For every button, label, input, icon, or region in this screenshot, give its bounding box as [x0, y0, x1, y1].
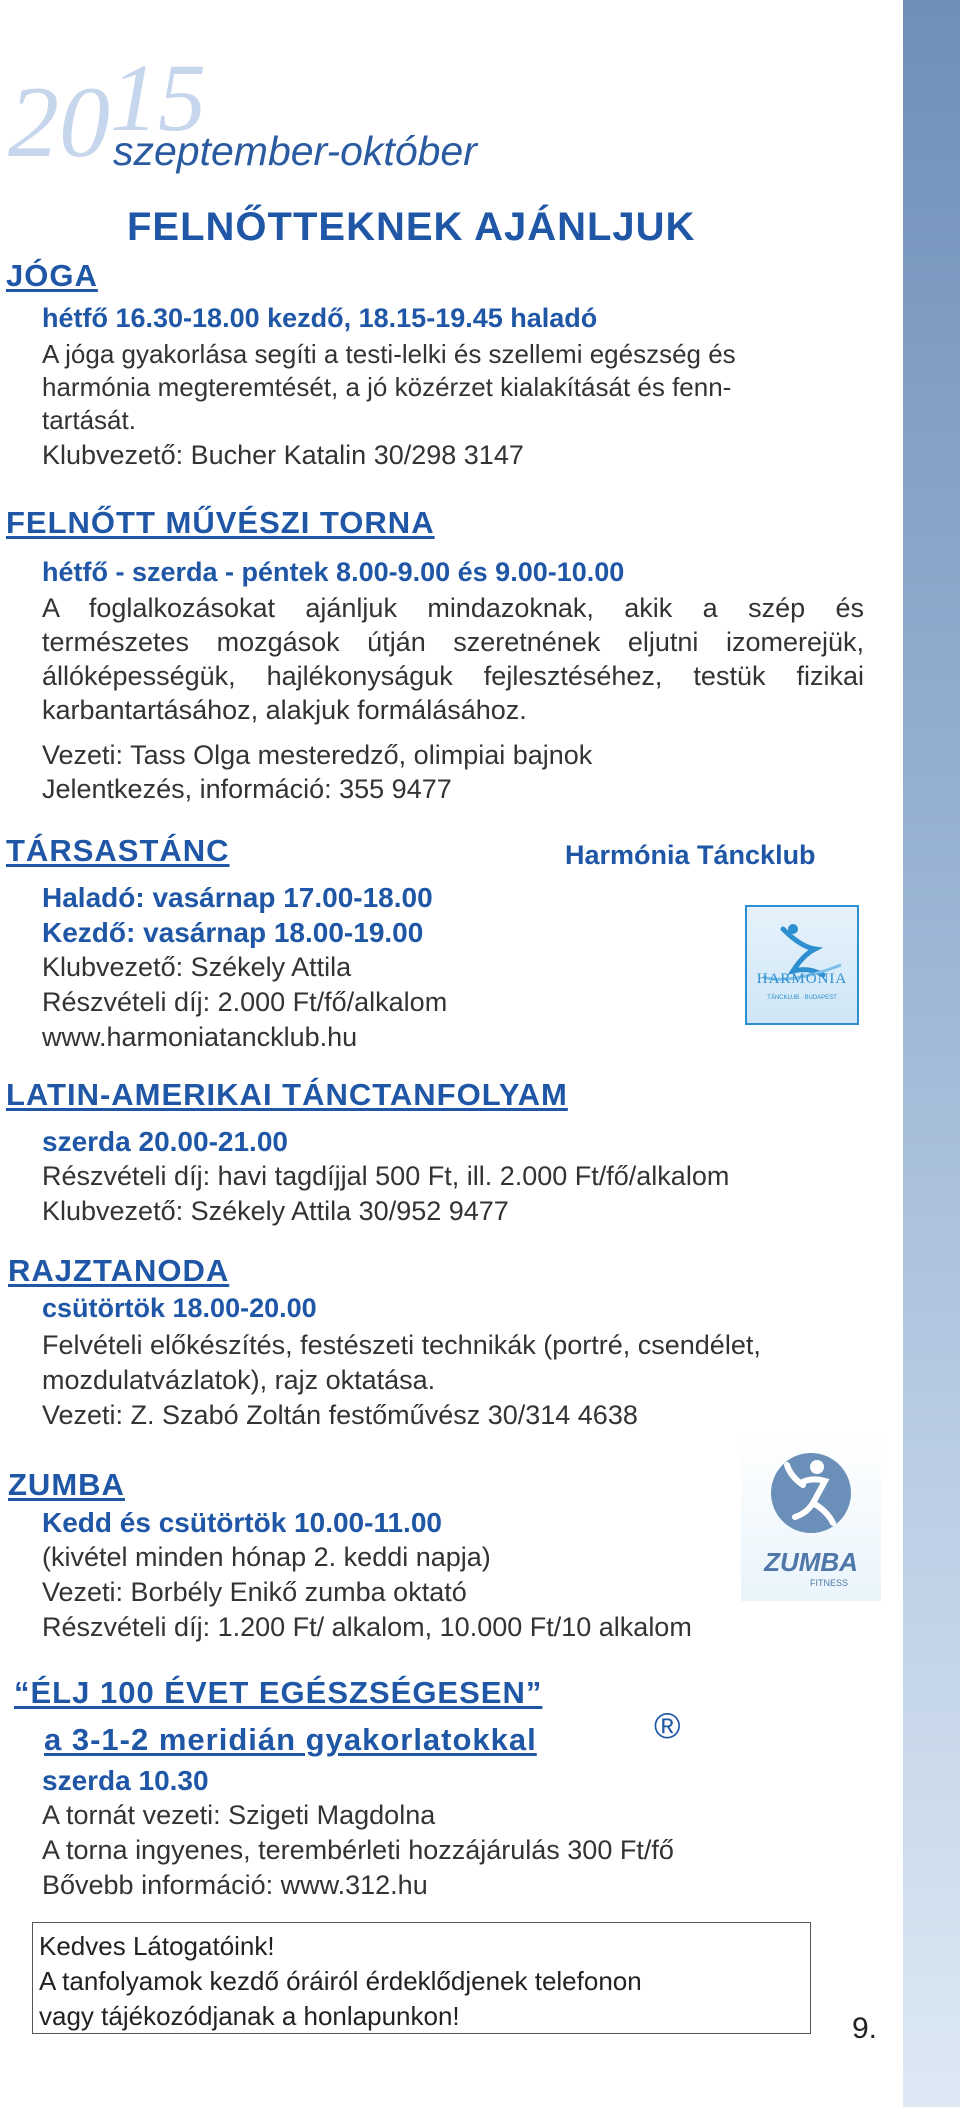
joga-schedule: hétfő 16.30-18.00 kezdő, 18.15-19.45 haladó: [42, 303, 598, 333]
latin-fee: Részvételi díj: havi tagdíjjal 500 Ft, ill. 2.000 Ft/fő/alkalom: [42, 1161, 730, 1191]
notice-line: vagy tájékozódjanak a honlapunkon!: [39, 2001, 460, 2031]
text-line: állóképességük, hajlékonyságuk fejlesztéséhez, testük fizikai: [42, 661, 864, 691]
torna-description: [42, 591, 864, 727]
section-heading-joga: JÓGA: [6, 258, 98, 293]
section-heading-torna: FELNŐTT MŰVÉSZI TORNA: [6, 505, 435, 540]
tarsastanc-leader: Klubvezető: Székely Attila: [42, 952, 352, 982]
rajz-leader: Vezeti: Z. Szabó Zoltán festőművész 30/314 4638: [42, 1400, 638, 1430]
torna-schedule: hétfő - szerda - péntek 8.00-9.00 és 9.00-10.00: [42, 557, 625, 587]
dancer-logo-icon: [749, 909, 855, 1021]
section-heading-zumba: ZUMBA: [8, 1467, 125, 1502]
text-line: tartását.: [42, 405, 136, 435]
text-line: természetes mozgások útján szeretnének eljutni izomerejük,: [42, 627, 864, 657]
harmonia-logo: [745, 905, 859, 1025]
tarsastanc-fee: Részvételi díj: 2.000 Ft/fő/alkalom: [42, 987, 448, 1017]
dance-club-name: Harmónia Táncklub: [565, 840, 816, 870]
torna-leader: Vezeti: Tass Olga mesteredző, olimpiai bajnok: [42, 740, 593, 770]
latin-schedule: szerda 20.00-21.00: [42, 1126, 288, 1157]
elj-leader: A tornát vezeti: Szigeti Magdolna: [42, 1800, 436, 1830]
tarsastanc-beginner: [42, 917, 423, 949]
page-number: 9.: [852, 2012, 878, 2045]
page-title: FELNŐTTEKNEK AJÁNLJUK: [127, 205, 696, 249]
harmonia-logo-tagline: TÁNCKLUB · BUDAPEST: [767, 995, 837, 1001]
zumba-schedule: Kedd és csütörtök 10.00-11.00: [42, 1507, 442, 1538]
joga-description: [42, 338, 736, 437]
zumba-leader: Vezeti: Borbély Enikő zumba oktató: [42, 1577, 467, 1607]
tarsastanc-website[interactable]: www.harmoniatancklub.hu: [42, 1022, 358, 1052]
level-label: Haladó: [42, 882, 136, 913]
rajz-schedule: csütörtök 18.00-20.00: [42, 1293, 317, 1323]
zumba-logo-word: ZUMBA: [764, 1547, 858, 1577]
level-label: Kezdő: [42, 917, 126, 948]
latin-leader: Klubvezető: Székely Attila 30/952 9477: [42, 1196, 509, 1226]
notice-box: [32, 1922, 811, 2034]
text-line: harmónia megteremtését, a jó közérzet kialakítását és fenn-: [42, 372, 732, 402]
section-subheading-elj: a 3-1-2 meridián gyakorlatokkal: [44, 1722, 537, 1757]
joga-leader: Klubvezető: Bucher Katalin 30/298 3147: [42, 440, 524, 470]
zumba-dancer-icon: [741, 1437, 881, 1547]
zumba-logo-tagline: FITNESS: [809, 1578, 848, 1588]
section-heading-elj: “ÉLJ 100 ÉVET EGÉSZSÉGESEN”: [14, 1675, 543, 1710]
text-line: A foglalkozásokat ajánljuk mindazoknak, akik a szép és: [42, 593, 864, 623]
date-range: szeptember-október: [113, 128, 477, 174]
torna-contact: Jelentkezés, információ: 355 9477: [42, 774, 452, 804]
text-line: Felvételi előkészítés, festészeti technikák (portré, csendélet,: [42, 1330, 761, 1360]
text-line: karbantartásához, alakjuk formálásához.: [42, 695, 527, 725]
level-time: : vasárnap 17.00-18.00: [135, 882, 433, 913]
zumba-fee: Részvételi díj: 1.200 Ft/ alkalom, 10.000 Ft/10 alkalom: [42, 1612, 692, 1642]
zumba-note: (kivétel minden hónap 2. keddi napja): [42, 1542, 491, 1572]
text-line: mozdulatvázlatok), rajz oktatása.: [42, 1365, 436, 1395]
side-color-band: [903, 0, 960, 2107]
text-line: A jóga gyakorlása segíti a testi-lelki és szellemi egészség és: [42, 339, 736, 369]
level-time: : vasárnap 18.00-19.00: [126, 917, 424, 948]
year-suffix: 15: [110, 44, 206, 151]
rajz-description: [42, 1328, 761, 1398]
elj-fee: A torna ingyenes, terembérleti hozzájárulás 300 Ft/fő: [42, 1835, 674, 1865]
zumba-logo: [741, 1433, 881, 1601]
year-prefix: 20: [8, 66, 110, 179]
elj-more: Bővebb információ: www.312.hu: [42, 1870, 428, 1900]
registered-mark: ®: [654, 1705, 681, 1746]
elj-schedule: szerda 10.30: [42, 1765, 209, 1796]
notice-line: Kedves Látogatóink!: [39, 1931, 275, 1961]
section-heading-rajz: RAJZTANODA: [8, 1253, 230, 1288]
harmonia-logo-word: HARMÓNIA: [756, 971, 848, 987]
section-heading-tarsastanc: TÁRSASTÁNC: [6, 833, 230, 868]
section-heading-latin: LATIN-AMERIKAI TÁNCTANFOLYAM: [6, 1077, 568, 1112]
notice-line: A tanfolyamok kezdő óráiról érdeklődjenek telefonon: [39, 1966, 642, 1996]
tarsastanc-advanced: [42, 882, 433, 914]
